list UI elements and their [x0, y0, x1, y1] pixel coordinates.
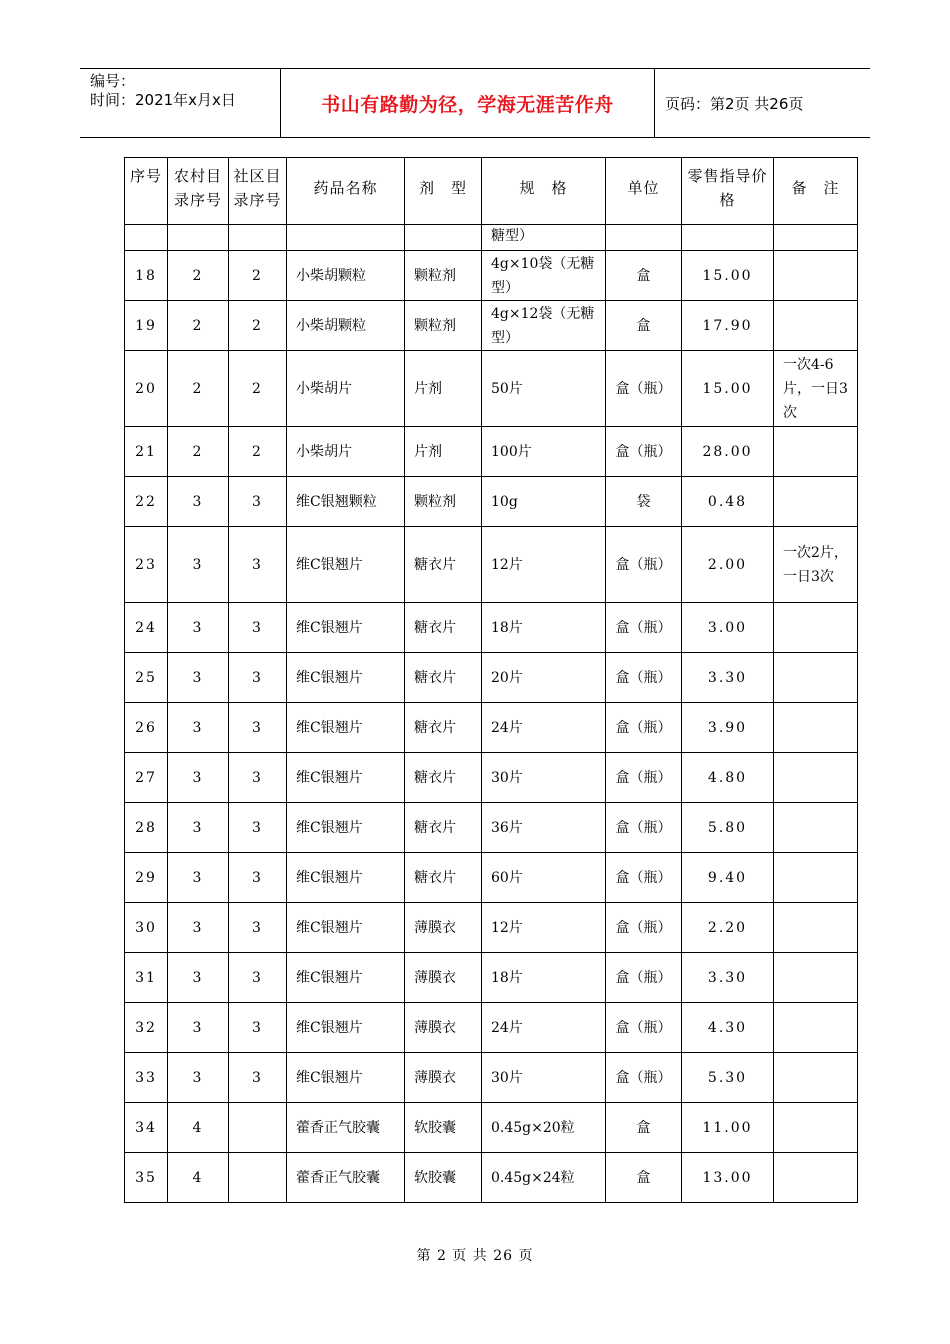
cell-price: 4.30 — [682, 1003, 774, 1053]
cell-community: 3 — [229, 1053, 287, 1103]
cell-rural: 3 — [168, 703, 229, 753]
cell-spec: 30片 — [482, 1053, 606, 1103]
cell-unit: 盒（瓶） — [606, 703, 682, 753]
cell-name: 藿香正气胶囊 — [287, 1153, 405, 1203]
cell-rural: 3 — [168, 477, 229, 527]
cell-price: 5.30 — [682, 1053, 774, 1103]
table-row — [125, 251, 858, 301]
cell-note — [774, 1053, 858, 1103]
cell-spec: 50片 — [482, 351, 606, 427]
cell-price: 2.00 — [682, 527, 774, 603]
cell-rural: 3 — [168, 953, 229, 1003]
cell-note — [774, 1153, 858, 1203]
cell-no: 27 — [125, 753, 168, 803]
cell-form: 软胶囊 — [405, 1153, 482, 1203]
column-header-form: 剂 型 — [405, 158, 482, 225]
cell-community: 2 — [229, 427, 287, 477]
cell-price: 28.00 — [682, 427, 774, 477]
cell-community: 3 — [229, 953, 287, 1003]
cell-rural: 4 — [168, 1103, 229, 1153]
cell-form — [405, 225, 482, 251]
cell-note: 一次4-6片，一日3次 — [774, 351, 858, 427]
cell-price: 2.20 — [682, 903, 774, 953]
cell-community: 3 — [229, 527, 287, 603]
cell-no: 28 — [125, 803, 168, 853]
cell-form: 薄膜衣 — [405, 953, 482, 1003]
table-row — [125, 1103, 858, 1153]
cell-price: 3.00 — [682, 603, 774, 653]
table-row — [125, 527, 858, 603]
cell-spec: 20片 — [482, 653, 606, 703]
cell-unit: 盒（瓶） — [606, 1003, 682, 1053]
cell-name: 藿香正气胶囊 — [287, 1103, 405, 1153]
column-header-drug-name: 药品名称 — [287, 158, 405, 225]
table-row — [125, 1003, 858, 1053]
cell-spec: 24片 — [482, 703, 606, 753]
cell-price: 15.00 — [682, 251, 774, 301]
cell-form: 薄膜衣 — [405, 1053, 482, 1103]
cell-unit: 盒（瓶） — [606, 351, 682, 427]
cell-unit: 袋 — [606, 477, 682, 527]
table-row — [125, 301, 858, 351]
cell-community: 3 — [229, 853, 287, 903]
cell-rural — [168, 225, 229, 251]
cell-unit: 盒（瓶） — [606, 853, 682, 903]
table-row — [125, 853, 858, 903]
cell-no: 34 — [125, 1103, 168, 1153]
cell-rural: 3 — [168, 653, 229, 703]
table-header-row — [125, 158, 858, 225]
cell-rural: 2 — [168, 351, 229, 427]
cell-community: 3 — [229, 803, 287, 853]
cell-name: 小柴胡片 — [287, 427, 405, 477]
cell-rural: 3 — [168, 603, 229, 653]
cell-spec: 4g×10袋（无糖型） — [482, 251, 606, 301]
cell-note — [774, 225, 858, 251]
cell-rural: 3 — [168, 753, 229, 803]
cell-unit: 盒（瓶） — [606, 1053, 682, 1103]
cell-rural: 3 — [168, 1003, 229, 1053]
cell-unit: 盒（瓶） — [606, 653, 682, 703]
cell-price: 9.40 — [682, 853, 774, 903]
cell-name: 维C银翘片 — [287, 953, 405, 1003]
table-row — [125, 477, 858, 527]
cell-unit: 盒 — [606, 1153, 682, 1203]
cell-community: 2 — [229, 301, 287, 351]
cell-spec: 18片 — [482, 603, 606, 653]
serial-label: 编号： — [90, 72, 136, 90]
table-row — [125, 653, 858, 703]
cell-community: 3 — [229, 477, 287, 527]
cell-form: 颗粒剂 — [405, 301, 482, 351]
cell-rural: 2 — [168, 301, 229, 351]
cell-no: 30 — [125, 903, 168, 953]
table-row — [125, 703, 858, 753]
cell-unit: 盒（瓶） — [606, 953, 682, 1003]
table-row — [125, 803, 858, 853]
column-header-rural-no: 农村目录序号 — [168, 158, 229, 225]
cell-price: 15.00 — [682, 351, 774, 427]
cell-unit: 盒（瓶） — [606, 527, 682, 603]
cell-spec: 100片 — [482, 427, 606, 477]
cell-form: 薄膜衣 — [405, 1003, 482, 1053]
cell-spec: 10g — [482, 477, 606, 527]
cell-community: 3 — [229, 703, 287, 753]
cell-unit: 盒（瓶） — [606, 603, 682, 653]
cell-spec: 24片 — [482, 1003, 606, 1053]
cell-note — [774, 703, 858, 753]
cell-community: 3 — [229, 653, 287, 703]
cell-unit: 盒（瓶） — [606, 753, 682, 803]
cell-no: 29 — [125, 853, 168, 903]
cell-note: 一次2片，一日3次 — [774, 527, 858, 603]
cell-price: 3.30 — [682, 953, 774, 1003]
cell-spec: 糖型） — [482, 225, 606, 251]
header-meta — [80, 69, 281, 137]
cell-no: 33 — [125, 1053, 168, 1103]
cell-name: 维C银翘片 — [287, 653, 405, 703]
cell-unit: 盒（瓶） — [606, 903, 682, 953]
cell-note — [774, 853, 858, 903]
cell-no: 18 — [125, 251, 168, 301]
cell-form: 软胶囊 — [405, 1103, 482, 1153]
cell-rural: 2 — [168, 251, 229, 301]
column-header-no: 序号 — [125, 158, 168, 225]
cell-form: 片剂 — [405, 427, 482, 477]
cell-spec: 12片 — [482, 903, 606, 953]
motto: 书山有路勤为径，学海无涯苦作舟 — [281, 69, 655, 137]
cell-name: 维C银翘片 — [287, 1003, 405, 1053]
cell-spec: 36片 — [482, 803, 606, 853]
cell-name: 维C银翘片 — [287, 703, 405, 753]
cell-unit: 盒（瓶） — [606, 427, 682, 477]
cell-note — [774, 903, 858, 953]
cell-price: 5.80 — [682, 803, 774, 853]
column-header-spec: 规 格 — [482, 158, 606, 225]
cell-price: 11.00 — [682, 1103, 774, 1153]
cell-name: 维C银翘片 — [287, 803, 405, 853]
cell-no — [125, 225, 168, 251]
drug-price-table — [124, 157, 858, 1203]
cell-form: 糖衣片 — [405, 753, 482, 803]
cell-note — [774, 301, 858, 351]
cell-price: 0.48 — [682, 477, 774, 527]
page-footer: 第 2 页 共 26 页 — [416, 1248, 534, 1264]
column-header-unit: 单位 — [606, 158, 682, 225]
cell-community — [229, 1153, 287, 1203]
cell-rural: 2 — [168, 427, 229, 477]
cell-spec: 60片 — [482, 853, 606, 903]
cell-form: 糖衣片 — [405, 853, 482, 903]
cell-name: 维C银翘片 — [287, 603, 405, 653]
cell-unit: 盒 — [606, 251, 682, 301]
cell-no: 24 — [125, 603, 168, 653]
table-row — [125, 903, 858, 953]
cell-note — [774, 477, 858, 527]
table-row — [125, 1153, 858, 1203]
cell-price: 4.80 — [682, 753, 774, 803]
page-info: 页码：第2页 共26页 — [665, 94, 804, 113]
cell-spec: 30片 — [482, 753, 606, 803]
cell-no: 31 — [125, 953, 168, 1003]
cell-name: 维C银翘片 — [287, 753, 405, 803]
cell-community: 3 — [229, 603, 287, 653]
cell-no: 21 — [125, 427, 168, 477]
table-row — [125, 753, 858, 803]
cell-name: 维C银翘片 — [287, 527, 405, 603]
date-line: 时间：2021年x月x日 — [90, 91, 236, 109]
cell-community — [229, 1103, 287, 1153]
cell-price: 3.90 — [682, 703, 774, 753]
cell-no: 20 — [125, 351, 168, 427]
cell-note — [774, 427, 858, 477]
cell-name — [287, 225, 405, 251]
cell-note — [774, 653, 858, 703]
column-header-community-no: 社区目录序号 — [229, 158, 287, 225]
cell-spec: 0.45g×20粒 — [482, 1103, 606, 1153]
cell-name: 维C银翘片 — [287, 903, 405, 953]
cell-name: 小柴胡颗粒 — [287, 301, 405, 351]
cell-no: 23 — [125, 527, 168, 603]
cell-price: 3.30 — [682, 653, 774, 703]
cell-rural: 3 — [168, 903, 229, 953]
cell-no: 26 — [125, 703, 168, 753]
cell-note — [774, 1003, 858, 1053]
cell-spec: 12片 — [482, 527, 606, 603]
cell-no: 25 — [125, 653, 168, 703]
cell-form: 薄膜衣 — [405, 903, 482, 953]
cell-name: 维C银翘片 — [287, 853, 405, 903]
cell-community — [229, 225, 287, 251]
cell-form: 糖衣片 — [405, 703, 482, 753]
cell-spec: 4g×12袋（无糖型） — [482, 301, 606, 351]
cell-form: 片剂 — [405, 351, 482, 427]
cell-form: 糖衣片 — [405, 603, 482, 653]
table-row — [125, 1053, 858, 1103]
cell-name: 小柴胡片 — [287, 351, 405, 427]
cell-unit: 盒（瓶） — [606, 803, 682, 853]
cell-form: 糖衣片 — [405, 653, 482, 703]
cell-rural: 3 — [168, 1053, 229, 1103]
cell-note — [774, 1103, 858, 1153]
cell-rural: 3 — [168, 853, 229, 903]
cell-name: 小柴胡颗粒 — [287, 251, 405, 301]
cell-note — [774, 603, 858, 653]
cell-note — [774, 953, 858, 1003]
cell-price: 13.00 — [682, 1153, 774, 1203]
cell-name: 维C银翘颗粒 — [287, 477, 405, 527]
cell-form: 颗粒剂 — [405, 477, 482, 527]
cell-community: 3 — [229, 753, 287, 803]
cell-rural: 3 — [168, 527, 229, 603]
cell-form: 糖衣片 — [405, 527, 482, 603]
cell-spec: 0.45g×24粒 — [482, 1153, 606, 1203]
cell-no: 22 — [125, 477, 168, 527]
table-row — [125, 953, 858, 1003]
column-header-note: 备 注 — [774, 158, 858, 225]
table-row-continuation — [125, 225, 858, 251]
cell-form: 糖衣片 — [405, 803, 482, 853]
cell-no: 35 — [125, 1153, 168, 1203]
cell-unit: 盒 — [606, 301, 682, 351]
cell-rural: 3 — [168, 803, 229, 853]
cell-name: 维C银翘片 — [287, 1053, 405, 1103]
cell-community: 3 — [229, 903, 287, 953]
cell-rural: 4 — [168, 1153, 229, 1203]
table-row — [125, 351, 858, 427]
cell-no: 19 — [125, 301, 168, 351]
cell-community: 2 — [229, 251, 287, 301]
cell-note — [774, 753, 858, 803]
cell-spec: 18片 — [482, 953, 606, 1003]
document-header — [80, 68, 870, 138]
cell-unit: 盒 — [606, 1103, 682, 1153]
cell-unit — [606, 225, 682, 251]
table-row — [125, 603, 858, 653]
cell-note — [774, 803, 858, 853]
cell-price — [682, 225, 774, 251]
cell-community: 3 — [229, 1003, 287, 1053]
cell-community: 2 — [229, 351, 287, 427]
cell-note — [774, 251, 858, 301]
table-row — [125, 427, 858, 477]
cell-form: 颗粒剂 — [405, 251, 482, 301]
column-header-price: 零售指导价格 — [682, 158, 774, 225]
cell-price: 17.90 — [682, 301, 774, 351]
cell-no: 32 — [125, 1003, 168, 1053]
